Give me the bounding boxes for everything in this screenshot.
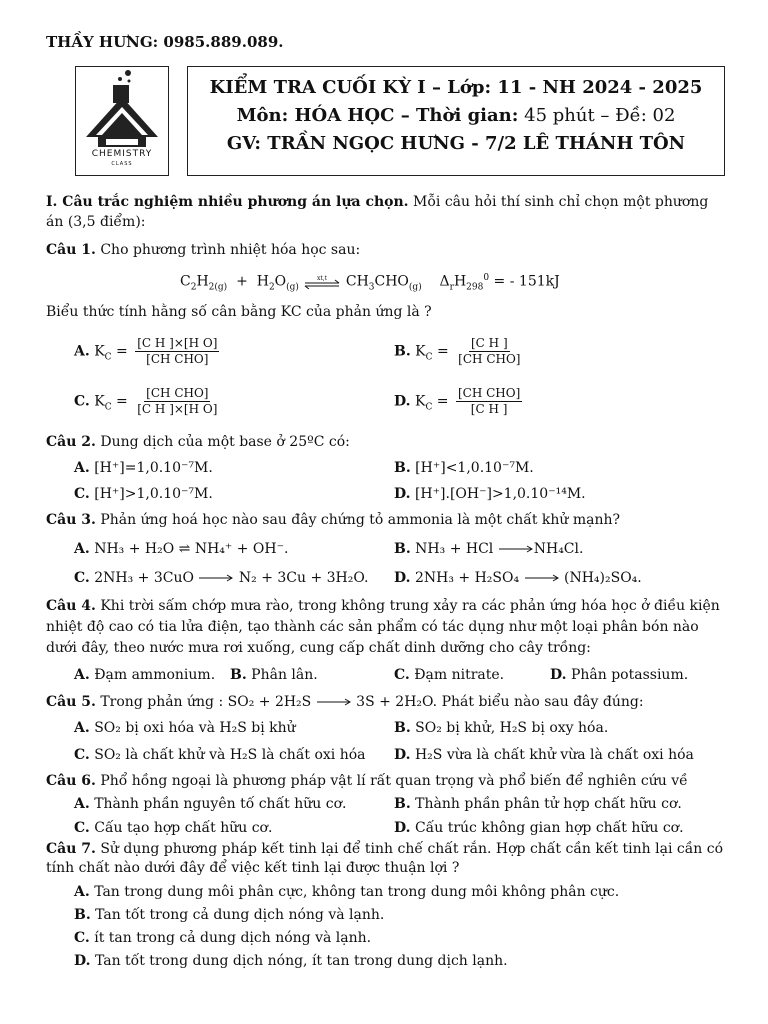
- exam-title-box: [187, 66, 725, 176]
- reaction-arrow-icon: [524, 574, 560, 582]
- q1-option-b[interactable]: B. $K_C$ = $\frac{\text{[C H ]}}{\text{[CH CHO]}}$: [394, 336, 521, 366]
- q5-option-a[interactable]: A. SO₂ bị oxi hóa và H₂S bị khử: [74, 720, 296, 736]
- logo-subtext: CLASS: [111, 161, 133, 167]
- q6-option-d[interactable]: D. Cấu trúc không gian hợp chất hữu cơ.: [394, 820, 684, 836]
- exam-subject: Môn: HÓA HỌC – Thời gian: 45 phút – Đề: 02: [236, 105, 676, 126]
- q7-option-d[interactable]: D. Tan tốt trong dung dịch nóng, ít tan trong dung dịch lạnh.: [74, 953, 508, 969]
- q6-option-c[interactable]: C. Cấu tạo hợp chất hữu cơ.: [74, 820, 273, 836]
- q5-option-b[interactable]: B. SO₂ bị khử, H₂S bị oxy hóa.: [394, 720, 609, 736]
- question-2: Câu 2. Dung dịch của một base ở 25ºC có:: [46, 434, 350, 450]
- q5-option-d[interactable]: D. H₂S vừa là chất khử vừa là chất oxi hóa: [394, 747, 694, 763]
- q2-option-d[interactable]: D. [H⁺].[OH⁻]>1,0.10⁻¹⁴M.: [394, 486, 586, 502]
- teacher-contact: THẦY HƯNG: 0985.889.089.: [46, 33, 284, 51]
- q1-option-d[interactable]: D. $K_C$ = $\frac{\text{[CH CHO]}}{\text{[C H ]}}$: [394, 386, 521, 416]
- logo-text: CHEMISTRY: [91, 149, 153, 159]
- q2-option-b[interactable]: B. [H⁺]<1,0.10⁻⁷M.: [394, 460, 534, 476]
- q7-option-b[interactable]: B. Tan tốt trong cả dung dịch nóng và lạnh.: [74, 907, 385, 923]
- equilibrium-arrow-icon: [303, 275, 341, 289]
- question-6: Câu 6. Phổ hồng ngoại là phương pháp vật lí rất quan trọng và phổ biến để nghiên cứu về: [46, 773, 688, 789]
- q6-option-a[interactable]: A. Thành phần nguyên tố chất hữu cơ.: [74, 796, 347, 812]
- reaction-arrow-icon: [316, 698, 352, 706]
- q3-option-a[interactable]: A. NH₃ + H₂O ⇌ NH₄⁺ + OH⁻.: [74, 541, 289, 557]
- reaction-arrow-icon: [498, 545, 534, 553]
- q3-option-d[interactable]: D. 2NH₃ + H₂SO₄ (NH₄)₂SO₄.: [394, 570, 642, 586]
- q1-question: Biểu thức tính hằng số cân bằng KC của phản ứng là ?: [46, 304, 432, 320]
- q4-option-c[interactable]: C. Đạm nitrate.: [394, 667, 505, 683]
- question-3: Câu 3. Phản ứng hoá học nào sau đây chứng tỏ ammonia là một chất khử mạnh?: [46, 512, 621, 528]
- section-heading: I. Câu trắc nghiệm nhiều phương án lựa chọn. Mỗi câu hỏi thí sinh chỉ chọn một phương án (3,5 điểm):: [46, 194, 709, 230]
- q2-option-a[interactable]: A. [H⁺]=1,0.10⁻⁷M.: [74, 460, 213, 476]
- q2-option-c[interactable]: C. [H⁺]>1,0.10⁻⁷M.: [74, 486, 213, 502]
- q4-option-b[interactable]: B. Phân lân.: [230, 667, 318, 683]
- q4-option-a[interactable]: A. Đạm ammonium.: [74, 667, 216, 683]
- question-5: Câu 5. Trong phản ứng : SO₂ + 2H₂S 3S + 2H₂O. Phát biểu nào sau đây đúng:: [46, 694, 644, 710]
- q1-equation: $C_2H_{2(g)} + H_2O_{(g)}$ xt,t $CH_3CHO_{(g)}$ $\Delta_rH_{298}^0$ = - 151kJ: [180, 273, 560, 293]
- q3-option-b[interactable]: B. NH₃ + HCl NH₄Cl.: [394, 541, 584, 557]
- q7-option-c[interactable]: C. ít tan trong cả dung dịch nóng và lạnh.: [74, 930, 372, 946]
- q5-option-c[interactable]: C. SO₂ là chất khử và H₂S là chất oxi hóa: [74, 747, 366, 763]
- reaction-arrow-icon: [198, 574, 234, 582]
- svg-text:xt,t: xt,t: [317, 274, 328, 282]
- question-4: Câu 4. Khi trời sấm chớp mưa rào, trong không trung xảy ra các phản ứng hóa học ở điều kiện nhiệt độ cao có tia lửa điện, tạo thành các sản phẩm có tác dụng như một loại phân bón nào dưới đây, theo nước mưa rơi xuống, cung cấp chất dinh dưỡng cho cây trồng:: [46, 598, 720, 656]
- exam-title: KIỂM TRA CUỐI KỲ I – Lớp: 11 - NH 2024 - 2025: [209, 77, 703, 98]
- q7-option-a[interactable]: A. Tan trong dung môi phân cực, không tan trong dung môi không phân cực.: [74, 884, 620, 900]
- q1-option-a[interactable]: A. $K_C$ = $\frac{\text{[C H ]×[H O]}}{\text{[CH CHO]}}$: [74, 336, 218, 366]
- q6-option-b[interactable]: B. Thành phần phân tử hợp chất hữu cơ.: [394, 796, 682, 812]
- question-1: Câu 1. Cho phương trình nhiệt hóa học sau:: [46, 242, 361, 258]
- q3-option-c[interactable]: C. 2NH₃ + 3CuO N₂ + 3Cu + 3H₂O.: [74, 570, 369, 586]
- q4-option-d[interactable]: D. Phân potassium.: [550, 667, 689, 683]
- exam-teacher: GV: TRẦN NGỌC HƯNG - 7/2 LÊ THÁNH TÔN: [226, 133, 686, 154]
- chemistry-class-logo: [75, 66, 169, 176]
- q1-option-c[interactable]: C. $K_C$ = $\frac{\text{[CH CHO]}}{\text{[C H ]×[H O]}}$: [74, 386, 218, 416]
- question-7: Câu 7. Sử dụng phương pháp kết tinh lại để tinh chế chất rắn. Hợp chất cần kết tinh lại cần có tính chất nào dưới đây để việc kết tinh lại được thuận lợi ?: [46, 841, 724, 876]
